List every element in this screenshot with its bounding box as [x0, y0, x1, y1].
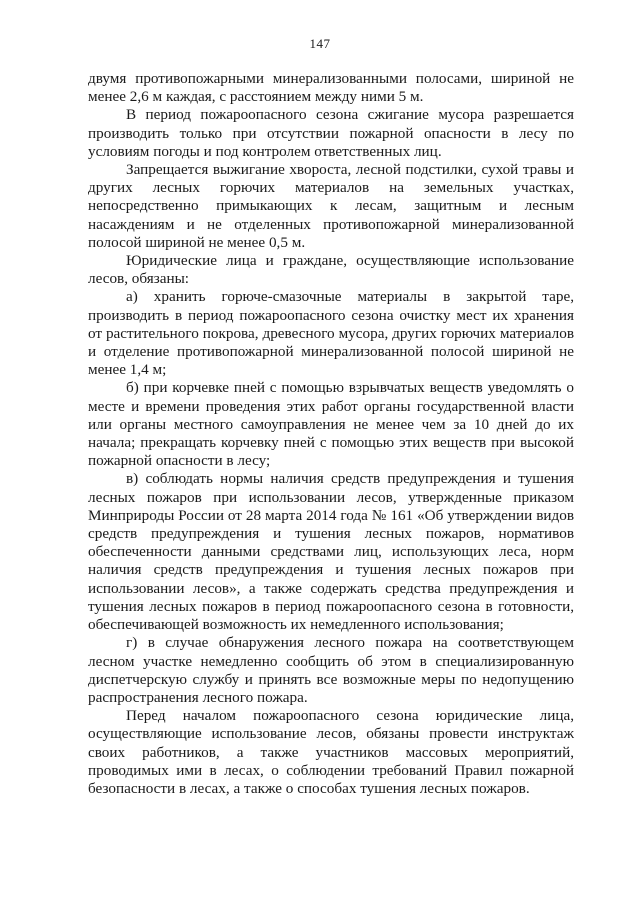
list-item-a: а) хранить горюче-смазочные материалы в закрытой таре, производить в период пожароопасного сезона очистку мест их хранения от растительного покрова, древесного мусора, других горючих материалов и отделение противопожарной минерализованной полосой шириной не менее 1,4 м; [88, 288, 574, 379]
list-item-b: б) при корчевке пней с помощью взрывчатых веществ уведомлять о месте и времени проведения этих работ органы государственной власти или органы местного самоуправления не менее чем за 10 дней до их начала; прекращать корчевку пней с помощью этих веществ при высокой пожарной опасности в лесу; [88, 379, 574, 470]
paragraph-briefing: Перед началом пожароопасного сезона юридические лица, осуществляющие использование лесов, обязаны провести инструктаж своих работников, а также участников массовых мероприятий, проводимых ими в лесах, о соблюдении требований Правил пожарной безопасности в лесах, а также о способах тушения лесных пожаров. [88, 707, 574, 797]
document-body [88, 70, 574, 798]
list-item-v: в) соблюдать нормы наличия средств предупреждения и тушения лесных пожаров при использовании лесов, утвержденные приказом Минприроды России от 28 марта 2014 года № 161 «Об утверждении видов средств предупреждения и тушения лесных пожаров, нормативов обеспеченности данными средствами лиц, использующих леса, норм наличия средств предупреждения и тушения лесных пожаров при использовании лесов», а также содержать средства предупреждения и тушения лесных пожаров в период пожароопасного сезона в готовности, обеспечивающей возможность их немедленного использования; [88, 470, 574, 634]
paragraph-obligations-intro: Юридические лица и граждане, осуществляющие использование лесов, обязаны: [88, 252, 574, 288]
paragraph-continuation: двумя противопожарными минерализованными полосами, шириной не менее 2,6 м каждая, с расстоянием между ними 5 м. [88, 70, 574, 106]
paragraph-burning-debris: В период пожароопасного сезона сжигание мусора разрешается производить только при отсутствии пожарной опасности в лесу по условиям погоды и под контролем ответственных лиц. [88, 106, 574, 160]
list-item-g: г) в случае обнаружения лесного пожара на соответствующем лесном участке немедленно сообщить об этом в специализированную диспетчерскую службу и принять все возможные меры по недопущению распространения лесного пожара. [88, 634, 574, 706]
page-number: 147 [309, 36, 331, 51]
paragraph-burning-prohibited: Запрещается выжигание хвороста, лесной подстилки, сухой травы и других лесных горючих материалов на земельных участках, непосредственно примыкающих к лесам, защитным и лесным насаждениям и не отделенных противопожарной минерализованной полосой шириной не менее 0,5 м. [88, 161, 574, 251]
